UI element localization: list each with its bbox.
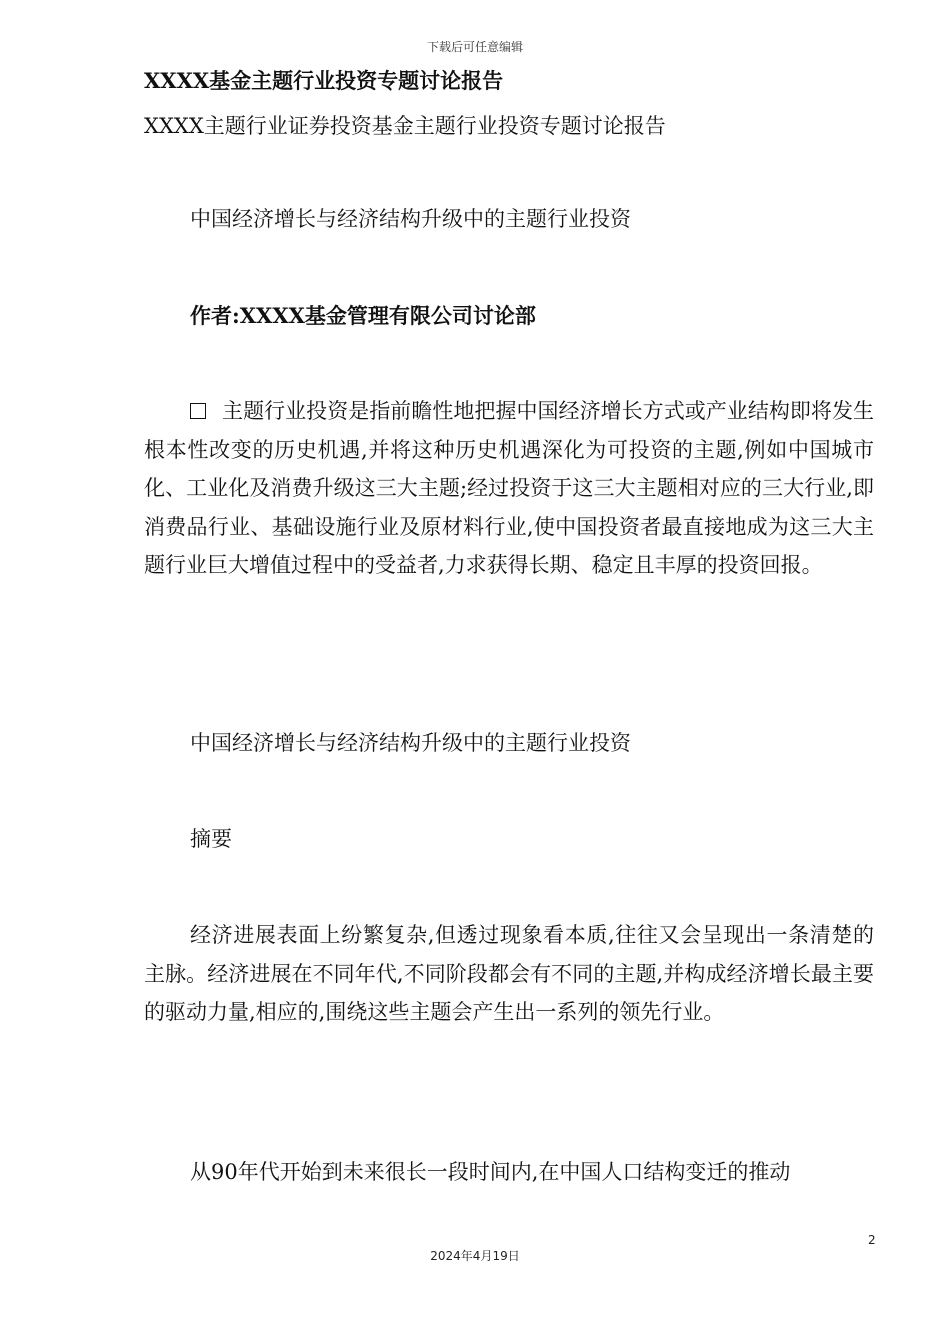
document-title: XXXX基金主题行业投资专题讨论报告 — [144, 68, 504, 93]
paragraph-1-text: 主题行业投资是指前瞻性地把握中国经济增长方式或产业结构即将发生根本性改变的历史机遇,并将这种历史机遇深化为可投资的主题,例如中国城市化、工业化及消费升级这三大主题;经过投资于这三大主题相对应的三大行业,即消费品行业、基础设施行业及原材料行业,使中国投资者最直接地成为这三大主题行业巨大增值过程中的受益者,力求获得长期、稳定且丰厚的投资回报。 — [144, 399, 874, 577]
document-subtitle: XXXX主题行业证券投资基金主题行业投资专题讨论报告 — [144, 114, 666, 138]
abstract-label: 摘要 — [190, 827, 232, 851]
paragraph-3-block — [144, 1153, 874, 1192]
paragraph-1-block — [144, 392, 874, 585]
author-line: 作者:XXXX基金管理有限公司讨论部 — [190, 303, 536, 328]
paragraph-3: 从90年代开始到未来很长一段时间内,在中国人口结构变迁的推动 — [190, 1160, 791, 1184]
footer-date: 2024年4月19日 — [430, 1249, 520, 1263]
section-heading-1: 中国经济增长与经济结构升级中的主题行业投资 — [190, 207, 631, 231]
paragraph-2-block — [144, 916, 874, 1032]
paragraph-2: 经济进展表面上纷繁复杂,但透过现象看本质,往往又会呈现出一条清楚的主脉。经济进展在不同年代,不同阶段都会有不同的主题,并构成经济增长最主要的驱动力量,相应的,围绕这些主题会产生出一系列的领先行业。 — [144, 923, 874, 1024]
section-heading-2: 中国经济增长与经济结构升级中的主题行业投资 — [190, 731, 631, 755]
checkbox-icon — [190, 403, 206, 419]
header-note: 下载后可任意编辑 — [426, 40, 523, 54]
page-number: 2 — [868, 1233, 876, 1247]
paragraph-1 — [144, 392, 874, 585]
